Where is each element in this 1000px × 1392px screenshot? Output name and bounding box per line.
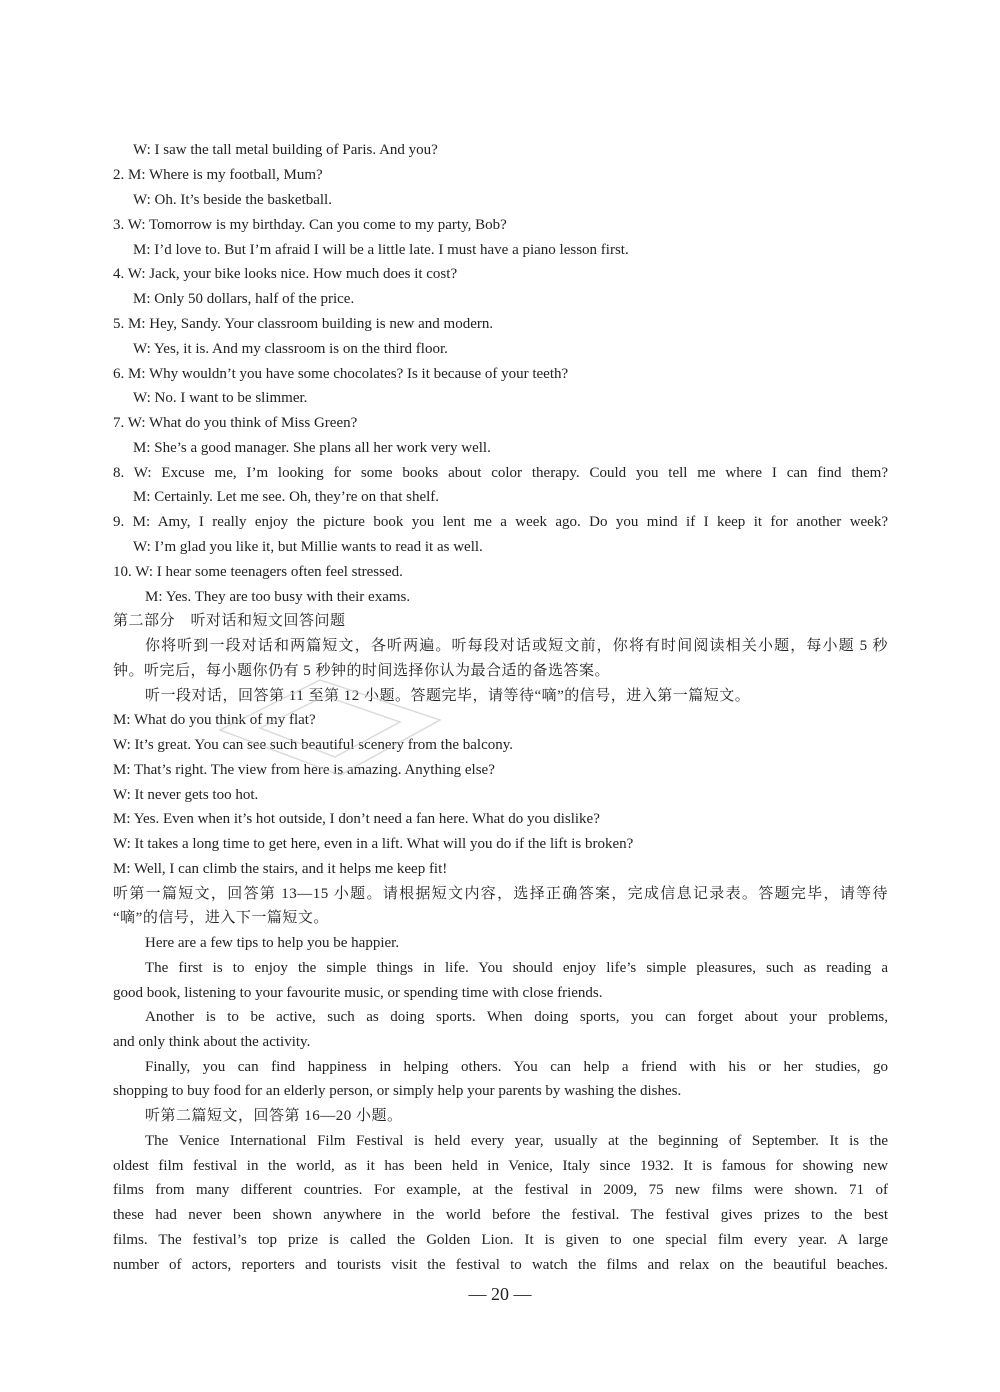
text-line: 钟。听完后，每小题你仍有 5 秒钟的时间选择你认为最合适的备选答案。 xyxy=(113,663,611,679)
text-line: films from many different countries. For example, at the festival in 2009, 75 new films were shown. 71 of xyxy=(113,1182,888,1198)
text-line: 9. M: Amy, I really enjoy the picture book you lent me a week ago. Do you mind if I keep it for another week? xyxy=(113,514,888,530)
text-line: 6. M: Why wouldn’t you have some chocolates? Is it because of your teeth? xyxy=(113,366,569,382)
text-line: W: It takes a long time to get here, even in a lift. What will you do if the lift is broken? xyxy=(113,836,634,852)
text-line: W: Yes, it is. And my classroom is on the third floor. xyxy=(133,341,448,357)
text-line: 8. W: Excuse me, I’m looking for some books about color therapy. Could you tell me where I can find them? xyxy=(113,465,888,481)
text-line: W: It never gets too hot. xyxy=(113,787,259,803)
text-line: 听第一篇短文，回答第 13—15 小题。请根据短文内容，选择正确答案，完成信息记录表。答题完毕，请等待 xyxy=(113,886,888,902)
text-line: M: Yes. They are too busy with their exams. xyxy=(145,589,411,605)
text-line: M: That’s right. The view from here is amazing. Anything else? xyxy=(113,762,495,778)
text-line: The Venice International Film Festival is held every year, usually at the beginning of September. It is the xyxy=(145,1133,888,1149)
text-line: 4. W: Jack, your bike looks nice. How much does it cost? xyxy=(113,266,458,282)
text-line: M: Certainly. Let me see. Oh, they’re on that shelf. xyxy=(133,489,440,505)
text-line: good book, listening to your favourite music, or spending time with close friends. xyxy=(113,985,603,1001)
text-line: W: It’s great. You can see such beautiful scenery from the balcony. xyxy=(113,737,514,753)
text-line: M: Only 50 dollars, half of the price. xyxy=(133,291,355,307)
text-line: oldest film festival in the world, as it has been held in Venice, Italy since 1932. It is famous for showing new xyxy=(113,1158,888,1174)
text-line: M: Well, I can climb the stairs, and it helps me keep fit! xyxy=(113,861,448,877)
text-line: 你将听到一段对话和两篇短文，各听两遍。听每段对话或短文前，你将有时间阅读相关小题，每小题 5 秒 xyxy=(145,638,888,654)
text-line: these had never been shown anywhere in the world before the festival. The festival gives prizes to the best xyxy=(113,1207,888,1223)
text-line: W: I’m glad you like it, but Millie wants to read it as well. xyxy=(133,539,483,555)
text-line: 2. M: Where is my football, Mum? xyxy=(113,167,323,183)
text-line: 7. W: What do you think of Miss Green? xyxy=(113,415,358,431)
text-line: W: I saw the tall metal building of Paris. And you? xyxy=(133,142,438,158)
text-line: “嘀”的信号，进入下一篇短文。 xyxy=(113,910,329,926)
text-line: shopping to buy food for an elderly person, or simply help your parents by washing the dishes. xyxy=(113,1083,682,1099)
text-line: 5. M: Hey, Sandy. Your classroom building is new and modern. xyxy=(113,316,494,332)
page-number: — 20 — xyxy=(468,1284,532,1304)
text-line: 听一段对话，回答第 11 至第 12 小题。答题完毕，请等待“嘀”的信号，进入第一篇短文。 xyxy=(145,688,751,704)
text-line: W: Oh. It’s beside the basketball. xyxy=(133,192,332,208)
text-line: The first is to enjoy the simple things in life. You should enjoy life’s simple pleasures, such as reading a xyxy=(145,960,888,976)
text-line: M: I’d love to. But I’m afraid I will be a little late. I must have a piano lesson first. xyxy=(133,242,629,258)
text-line: 听第二篇短文，回答第 16—20 小题。 xyxy=(145,1108,403,1124)
text-line: Another is to be active, such as doing sports. When doing sports, you can forget about your problems, xyxy=(145,1009,888,1025)
text-line: 3. W: Tomorrow is my birthday. Can you come to my party, Bob? xyxy=(113,217,507,233)
text-line: and only think about the activity. xyxy=(113,1034,311,1050)
text-line: Finally, you can find happiness in helping others. You can help a friend with his or her studies, go xyxy=(145,1059,888,1075)
text-line: M: Yes. Even when it’s hot outside, I don’t need a fan here. What do you dislike? xyxy=(113,811,600,827)
text-line: M: She’s a good manager. She plans all her work very well. xyxy=(133,440,491,456)
text-line: films. The festival’s top prize is called the Golden Lion. It is given to one special film every year. A large xyxy=(113,1232,888,1248)
text-line: number of actors, reporters and tourists visit the festival to watch the films and relax on the beautiful beaches. xyxy=(113,1257,888,1273)
text-line: 10. W: I hear some teenagers often feel stressed. xyxy=(113,564,403,580)
text-line: W: No. I want to be slimmer. xyxy=(133,390,308,406)
text-line: Here are a few tips to help you be happier. xyxy=(145,935,400,951)
text-line: 第二部分 听对话和短文回答问题 xyxy=(113,613,346,629)
text-line: M: What do you think of my flat? xyxy=(113,712,316,728)
